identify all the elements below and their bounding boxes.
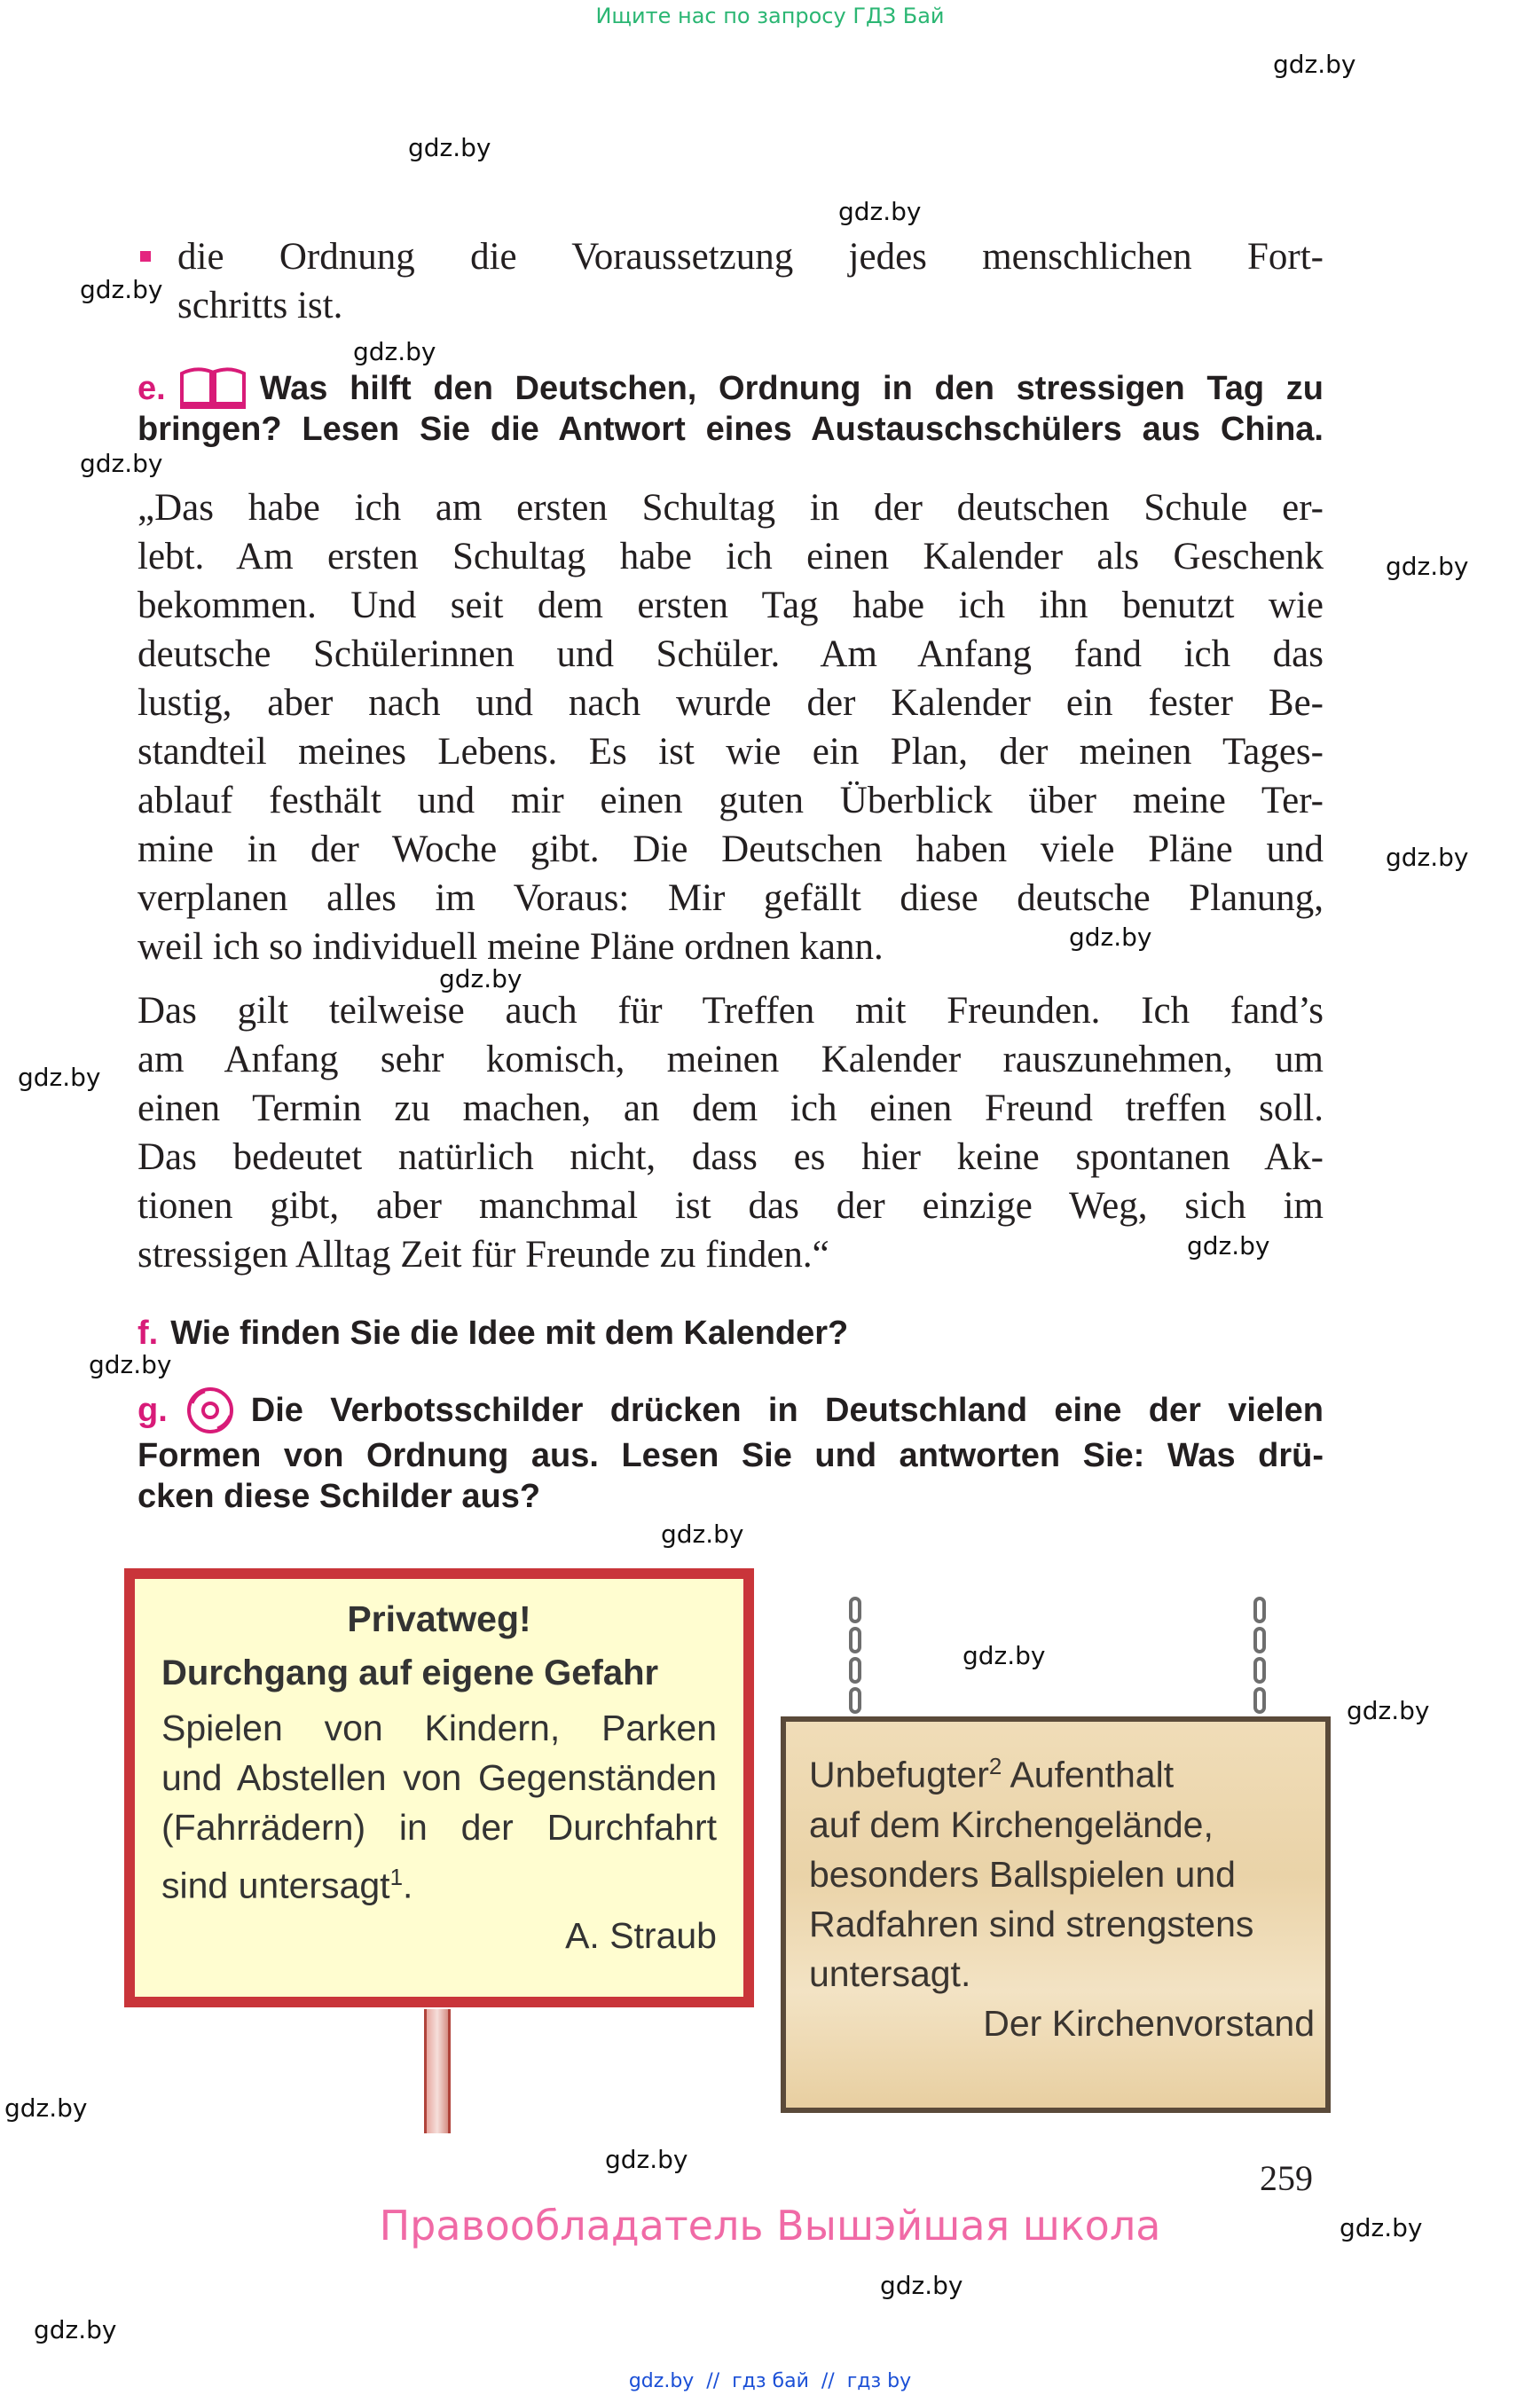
- text-line: mine in der Woche gibt. Die Deutschen haben viele Pläne und: [138, 828, 1324, 870]
- task-g-line3: cken diese Schilder aus?: [138, 1478, 541, 1515]
- bullet-line: schritts ist.: [177, 285, 343, 326]
- watermark: gdz.by: [80, 275, 163, 304]
- text-line: deutsche Schülerinnen und Schüler. Am Anfang fand ich das: [138, 633, 1324, 675]
- watermark: gdz.by: [439, 964, 522, 993]
- quote-paragraph-1: [138, 483, 1324, 971]
- sign1-title: Privatweg!: [347, 1598, 531, 1639]
- watermark: gdz.by: [605, 2145, 688, 2174]
- watermark: gdz.by: [1187, 1231, 1270, 1260]
- watermark: gdz.by: [353, 337, 436, 366]
- task-g-line1: Die Verbotsschilder drücken in Deutschland eine der vielen: [250, 1392, 1324, 1429]
- watermark: gdz.by: [4, 2093, 88, 2123]
- watermark: gdz.by: [408, 133, 491, 162]
- sign2-line: Aufenthalt: [1002, 1754, 1175, 1795]
- chain-left: [845, 1597, 866, 1717]
- sign2-line: Radfahren sind strengstens: [809, 1903, 1254, 1944]
- watermark: gdz.by: [89, 1350, 172, 1379]
- watermark: gdz.by: [1273, 50, 1356, 79]
- watermark: gdz.by: [880, 2271, 963, 2300]
- sign2-text: [809, 1741, 1315, 2048]
- quote-paragraph-2: [138, 986, 1324, 1279]
- chain-right: [1249, 1597, 1270, 1717]
- text-line: lustig, aber nach und nach wurde der Kalender ein fester Be-: [138, 682, 1324, 724]
- sign-kirchengelaende: [781, 1716, 1331, 2113]
- text-line: weil ich so individuell meine Pläne ordnen kann.: [138, 926, 884, 968]
- bullet-line: die Ordnung die Voraussetzung jedes menschlichen Fort-: [177, 236, 1324, 278]
- sign1-line: und Abstellen von Gegenständen: [161, 1757, 717, 1798]
- top-banner[interactable]: Ищите нас по запросу ГДЗ Бай: [595, 4, 945, 28]
- sign1-punct: .: [403, 1865, 413, 1906]
- sign2-line: besonders Ballspielen und: [809, 1853, 1236, 1895]
- text-line: stressigen Alltag Zeit für Freunde zu finden.“: [138, 1234, 829, 1276]
- sign1-subtitle: Durchgang auf eigene Gefahr: [161, 1653, 659, 1692]
- text-line: „Das habe ich am ersten Schultag in der deutschen Schule er-: [138, 487, 1324, 529]
- sign2-line: untersagt.: [809, 1952, 971, 1994]
- sign2-line: auf dem Kirchengelände,: [809, 1803, 1214, 1845]
- copyright: Правообладатель Вышэйшая школа: [379, 2202, 1161, 2250]
- text-line: bekommen. Und seit dem ersten Tag habe ich ihn benutzt wie: [138, 585, 1324, 626]
- task-f-text: Wie finden Sie die Idee mit dem Kalender?: [170, 1315, 849, 1352]
- text-line: tionen gibt, aber manchmal ist das der einzige Weg, sich im: [138, 1185, 1324, 1227]
- text-line: ablauf festhält und mir einen guten Überblick über meine Ter-: [138, 780, 1324, 821]
- book-icon: [178, 366, 248, 409]
- task-letter: e.: [138, 370, 166, 407]
- text-line: verplanen alles im Voraus: Mir gefällt diese deutsche Planung,: [138, 877, 1324, 919]
- watermark: gdz.by: [1386, 843, 1469, 872]
- task-letter: g.: [138, 1392, 168, 1429]
- sign1-text: [161, 1703, 717, 1960]
- sign1-line: Spielen von Kindern, Parken: [161, 1708, 717, 1748]
- sign-post: [424, 2009, 451, 2133]
- watermark: gdz.by: [661, 1520, 744, 1549]
- watermark: gdz.by: [80, 449, 163, 478]
- watermark: gdz.by: [1386, 552, 1469, 581]
- watermark: gdz.by: [962, 1641, 1046, 1670]
- watermark: gdz.by: [838, 197, 922, 226]
- task-e-line2: bringen? Lesen Sie die Antwort eines Austauschschülers aus China.: [138, 411, 1324, 448]
- task-e: [138, 366, 1324, 450]
- sign-privatweg: [124, 1568, 754, 2007]
- task-f: [138, 1313, 1324, 1354]
- task-g-line2: Formen von Ordnung aus. Lesen Sie und antworten Sie: Was drü-: [138, 1437, 1324, 1474]
- text-line: lebt. Am ersten Schultag habe ich einen Kalender als Geschenk: [138, 536, 1324, 577]
- watermark: gdz.by: [1340, 2213, 1423, 2242]
- footer-links[interactable]: gdz.by // гдз бай // гдз by: [628, 2370, 912, 2392]
- bullet-icon: [140, 251, 151, 262]
- task-letter: f.: [138, 1315, 159, 1352]
- task-e-line1: Was hilft den Deutschen, Ordnung in den stressigen Tag zu: [259, 370, 1324, 407]
- footnote-marker: 2: [988, 1753, 1002, 1779]
- sign1-author: A. Straub: [565, 1914, 717, 1956]
- sign1-line: sind untersagt: [161, 1865, 390, 1906]
- watermark: gdz.by: [18, 1063, 101, 1092]
- audio-disc-icon: [180, 1386, 237, 1435]
- text-line: standteil meines Lebens. Es ist wie ein Plan, der meinen Tages-: [138, 731, 1324, 773]
- watermark: gdz.by: [1347, 1696, 1430, 1725]
- sign2-line: Unbefugter: [809, 1754, 989, 1795]
- text-line: einen Termin zu machen, an dem ich einen Freund treffen soll.: [138, 1088, 1324, 1129]
- sign1-line: (Fahrrädern) in der Durchfahrt: [161, 1807, 717, 1848]
- text-line: Das gilt teilweise auch für Treffen mit Freunden. Ich fand’s: [138, 990, 1324, 1032]
- footnote-marker: 1: [389, 1864, 404, 1890]
- text-line: am Anfang sehr komisch, meinen Kalender rauszunehmen, um: [138, 1039, 1324, 1080]
- sign2-author: Der Kirchenvorstand: [983, 2002, 1315, 2044]
- page-number: 259: [1260, 2158, 1313, 2198]
- watermark: gdz.by: [1069, 923, 1152, 952]
- text-line: Das bedeutet natürlich nicht, dass es hier keine spontanen Ak-: [138, 1136, 1324, 1178]
- task-g: [138, 1386, 1324, 1517]
- watermark: gdz.by: [34, 2315, 117, 2344]
